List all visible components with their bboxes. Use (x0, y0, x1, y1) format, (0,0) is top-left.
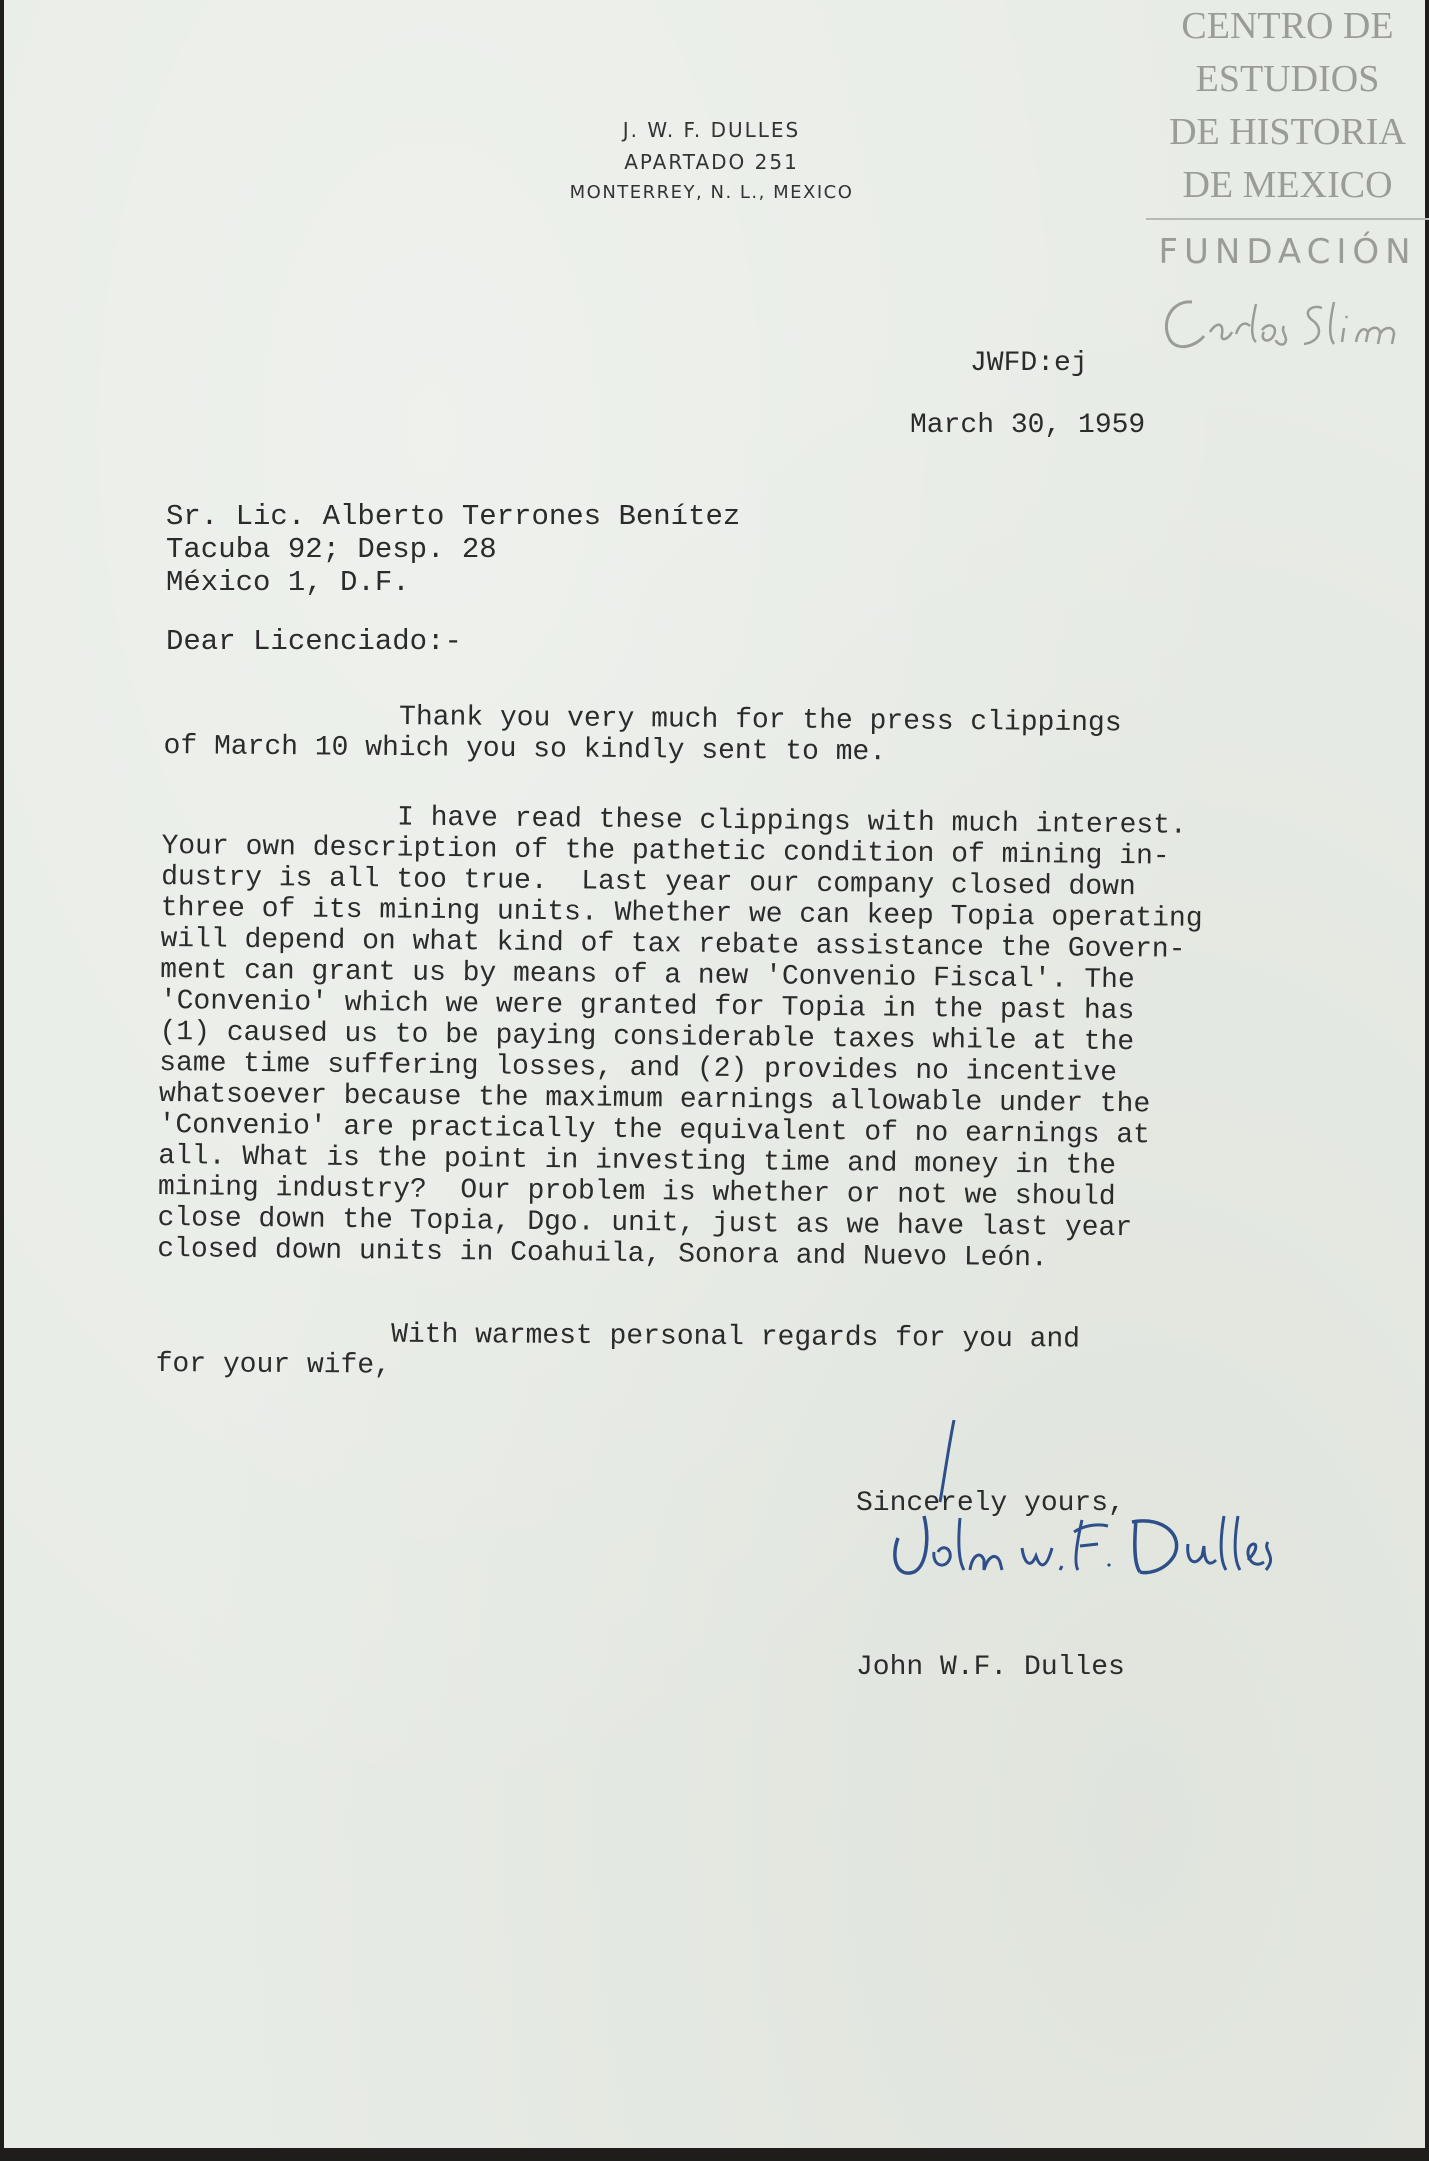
archive-stamp-line-4: DE MEXICO (1182, 164, 1393, 206)
body-paragraph-1: Thank you very much for the press clippings of March 10 which you so kindly sent to me. (163, 700, 1122, 769)
archive-stamp (1146, 0, 1429, 212)
archive-stamp-line-1: CENTRO DE (1181, 5, 1394, 47)
typed-signature-name: John W.F. Dulles (856, 1652, 1125, 1683)
complimentary-close: Sincerely yours, (856, 1488, 1125, 1519)
letter-page (4, 0, 1425, 2148)
body-paragraph-3: With warmest personal regards for you and for your wife, (155, 1318, 1081, 1382)
recipient-name: Sr. Lic. Alberto Terrones Benítez (166, 500, 741, 533)
archive-stamp-line-2: ESTUDIOS (1195, 58, 1380, 100)
archive-stamp-line-3: DE HISTORIA (1169, 111, 1406, 153)
foundation-label: FUNDACIÓN (1158, 232, 1417, 272)
letterhead-name: J. W. F. DULLES (622, 118, 801, 142)
reference-initials: JWFD:ej (970, 348, 1088, 379)
letter-date: March 30, 1959 (910, 410, 1146, 441)
handwritten-signature (864, 1420, 1364, 1600)
salutation: Dear Licenciado:- (166, 625, 462, 658)
recipient-street: Tacuba 92; Desp. 28 (166, 533, 497, 566)
letterhead-address: APARTADO 251 (624, 150, 799, 174)
body-paragraph-2: I have read these clippings with much interest. Your own description of the pathetic condition of mining in- dustry is all too true. Last year our company closed down three of its mining units. Whether we can keep Topia operating will depend on what kind of tax rebate assistance the Govern- ment can grant us by means of a new 'Convenio Fiscal'. The 'Convenio' which we were granted for Topia in the past has (1) caused us to be paying considerable taxes while at the same time suffering losses, and (2) provides no incentive whatsoever because the maximum earnings allowable under the 'Convenio' are practically the equivalent of no earnings at all. What is the point in investing time and money in the mining industry? Our problem is whether or not we should close down the Topia, Dgo. unit, just as we have last year closed down units in Coahuila, Sonora and Nuevo León. (157, 800, 1203, 1275)
recipient-city: México 1, D.F. (166, 566, 410, 599)
letterhead-city: MONTERREY, N. L., MEXICO (569, 182, 854, 203)
foundation-signature-logo (1152, 282, 1422, 362)
archive-stamp-divider (1146, 218, 1429, 220)
